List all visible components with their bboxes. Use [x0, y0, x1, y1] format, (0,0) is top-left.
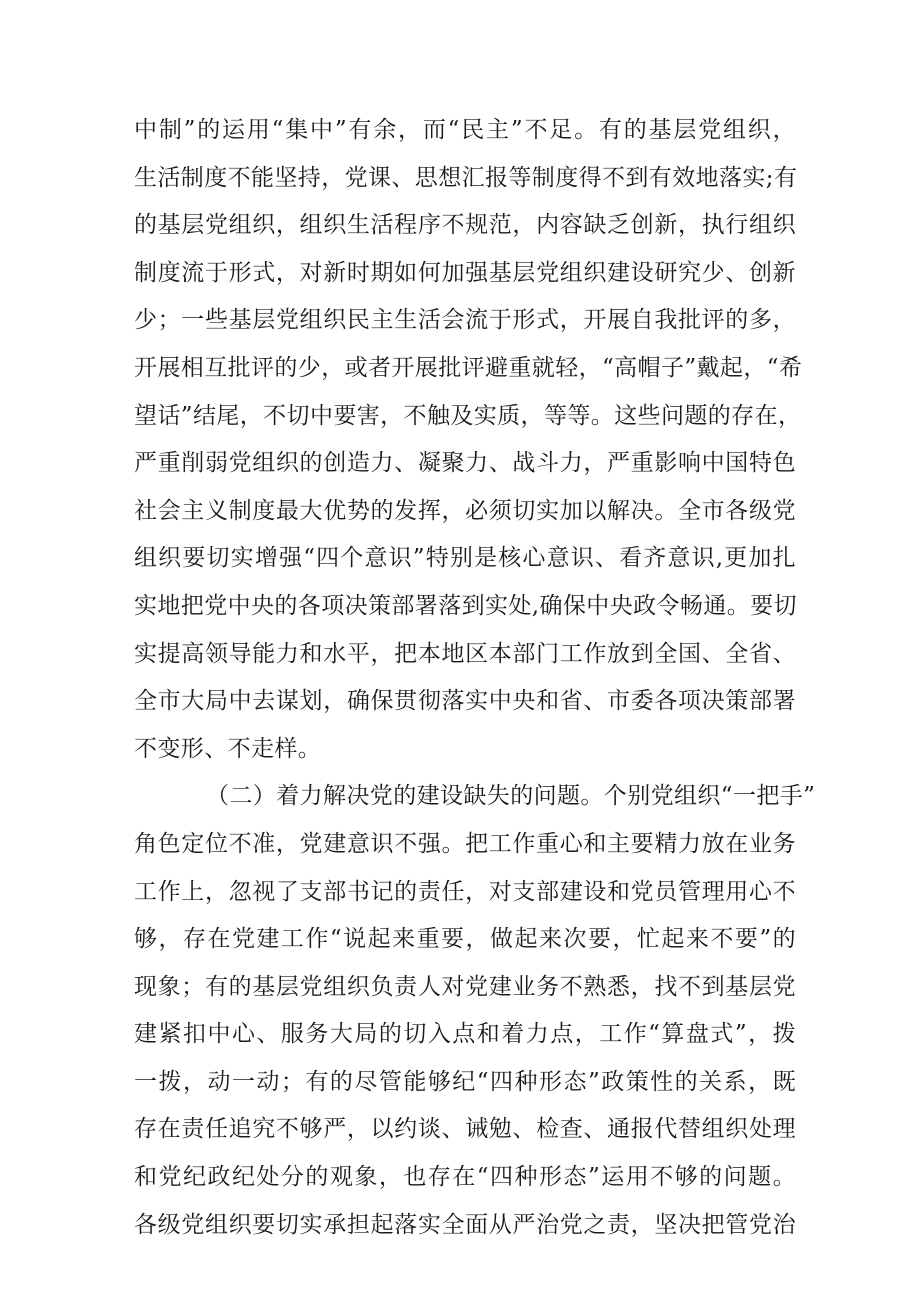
text-line: 生活制度不能坚持，党课、思想汇报等制度得不到有效地落实;有 — [134, 164, 798, 191]
text-line: 组织要切实增强“四个意识”特别是核心意识、看齐意识,更加扎 — [134, 545, 796, 572]
text-line: 现象；有的基层党组织负责人对党建业务不熟悉，找不到基层党 — [134, 973, 796, 1000]
text-line: 的基层党组织，组织生活程序不规范，内容缺乏创新，执行组织 — [134, 212, 796, 239]
text-line: 开展相互批评的少，或者开展批评避重就轻，“高帽子”戴起，“希 — [134, 354, 803, 381]
text-line: 存在责任追究不够严，以约谈、诫勉、检查、通报代替组织处理 — [134, 1116, 796, 1143]
text-line: 望话”结尾，不切中要害，不触及实质，等等。这些问题的存在， — [134, 402, 802, 429]
text-line: 少；一些基层党组织民主生活会流于形式，开展自我批评的多， — [134, 307, 796, 334]
text-line: 建紧扣中心、服务大局的切入点和着力点，工作“算盘式”，拨 — [134, 1021, 796, 1048]
text-line: 严重削弱党组织的创造力、凝聚力、战斗力，严重影响中国特色 — [134, 450, 796, 477]
body-text — [134, 107, 816, 1249]
text-line: 中制”的运用“集中”有余，而“民主”不足。有的基层党组织， — [134, 117, 796, 143]
text-line: 制度流于形式，对新时期如何加强基层党组织建设研究少、创新 — [134, 259, 796, 286]
text-line: 一拨，动一动；有的尽管能够纪“四种形态”政策性的关系，既 — [134, 1068, 796, 1095]
text-line: 和党纪政纪处分的观象，也存在“四种形态”运用不够的问题。 — [134, 1164, 796, 1191]
text-line: 社会主义制度最大优势的发挥，必须切实加以解决。全市各级党 — [134, 497, 796, 524]
text-line: 工作上，忽视了支部书记的责任，对支部建设和党员管理用心不 — [134, 878, 796, 905]
text-line: 实提高领导能力和水平，把本地区本部门工作放到全国、全省、 — [134, 640, 796, 667]
text-line: 够，存在党建工作“说起来重要，做起来次要，忙起来不要”的 — [134, 926, 796, 953]
text-line: 全市大局中去谋划，确保贯彻落实中央和省、市委各项决策部署 — [134, 688, 796, 715]
text-line: 实地把党中央的各项决策部署落到实处,确保中央政令畅通。要切 — [134, 592, 797, 619]
text-line: 角色定位不准，党建意识不强。把工作重心和主要精力放在业务 — [134, 830, 796, 857]
text-line: 各级党组织要切实承担起落实全面从严治党之责，坚决把管党治 — [134, 1211, 796, 1238]
section-heading-line: （二）着力解决党的建设缺失的问题。个别党组织“一把手” — [206, 783, 816, 810]
paragraph-end-line: 不变形、不走样。 — [134, 735, 322, 762]
